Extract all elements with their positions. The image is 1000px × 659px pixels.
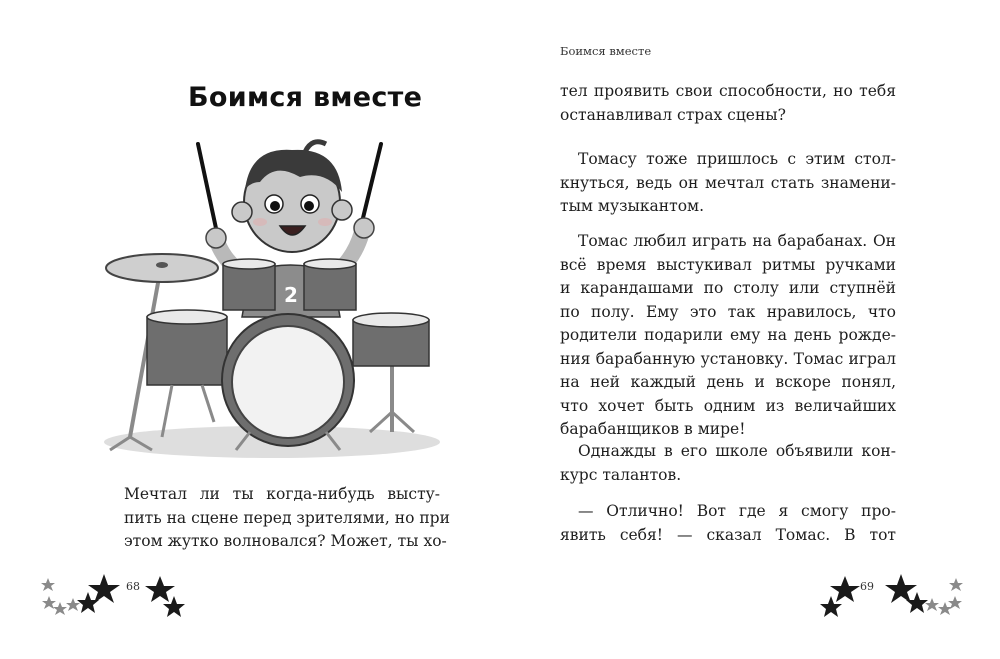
text-line: что хочет быть одним из величайших bbox=[560, 396, 896, 415]
text-line: тым музыкантом. bbox=[560, 197, 705, 215]
star-icon bbox=[949, 578, 963, 591]
chapter-title: Боимся вместе bbox=[188, 82, 423, 113]
text-line: останавливал страх сцены? bbox=[560, 105, 786, 124]
right-page bbox=[500, 0, 1000, 659]
paragraph-4 bbox=[560, 440, 896, 487]
shirt-number: 2 bbox=[284, 283, 298, 307]
paragraph-1 bbox=[560, 80, 896, 127]
snare-drum bbox=[147, 317, 227, 385]
star-icon bbox=[145, 576, 175, 602]
paragraph-3 bbox=[560, 230, 896, 442]
text-line: Мечтал ли ты когда-нибудь высту- bbox=[124, 485, 440, 503]
text-line: на ней каждый день и вскоре понял, bbox=[560, 373, 896, 391]
text-line: по полу. Ему это так нравилось, что bbox=[560, 302, 896, 321]
star-icon bbox=[53, 602, 67, 615]
star-icon bbox=[66, 598, 80, 611]
right-drumstick bbox=[362, 144, 381, 222]
stars-decoration-left bbox=[40, 570, 190, 620]
paragraph-5 bbox=[560, 500, 896, 547]
star-icon bbox=[88, 574, 120, 603]
text-line: Томас любил играть на барабанах. Он bbox=[578, 232, 896, 250]
text-line: тел проявить свои способности, но тебя bbox=[560, 82, 896, 100]
text-line: Томасу тоже пришлось с этим стол- bbox=[578, 150, 896, 168]
page-number: 69 bbox=[860, 580, 874, 593]
text-line: барабанщиков в мире! bbox=[560, 420, 746, 438]
text-line: курс талантов. bbox=[560, 465, 682, 484]
text-line: и карандашами по столу или ступнёй bbox=[560, 279, 896, 297]
text-line: Однажды в его школе объявили кон- bbox=[578, 442, 896, 460]
text-line: родители подарили ему на день рожде- bbox=[560, 326, 896, 344]
boy-drummer-illustration bbox=[100, 132, 445, 462]
text-line: — Отлично! Вот где я смогу про- bbox=[578, 502, 896, 520]
text-line: пить на сцене перед зрителями, но при bbox=[124, 508, 450, 527]
running-header: Боимся вместе bbox=[560, 44, 652, 58]
page-number: 68 bbox=[126, 580, 140, 593]
tom-left bbox=[223, 264, 275, 310]
text-line: ния барабанную установку. Томас играл bbox=[560, 349, 896, 368]
text-line: этом жутко волновался? Может, ты хо- bbox=[124, 532, 447, 550]
left-paragraph bbox=[124, 483, 450, 554]
star-icon bbox=[830, 576, 860, 602]
star-icon bbox=[77, 592, 99, 613]
star-icon bbox=[906, 592, 928, 613]
star-icon bbox=[885, 574, 917, 603]
text-line: кнуться, ведь он мечтал стать знамени- bbox=[560, 173, 896, 192]
star-icon bbox=[41, 578, 55, 591]
star-icon bbox=[925, 598, 939, 611]
star-icon bbox=[938, 602, 952, 615]
text-line: всё время выстукивал ритмы ручками bbox=[560, 255, 896, 274]
text-line: явить себя! — сказал Томас. В тот bbox=[560, 525, 896, 544]
stars-decoration-right bbox=[815, 570, 965, 620]
paragraph-2 bbox=[560, 148, 896, 219]
tom-right bbox=[304, 264, 356, 310]
